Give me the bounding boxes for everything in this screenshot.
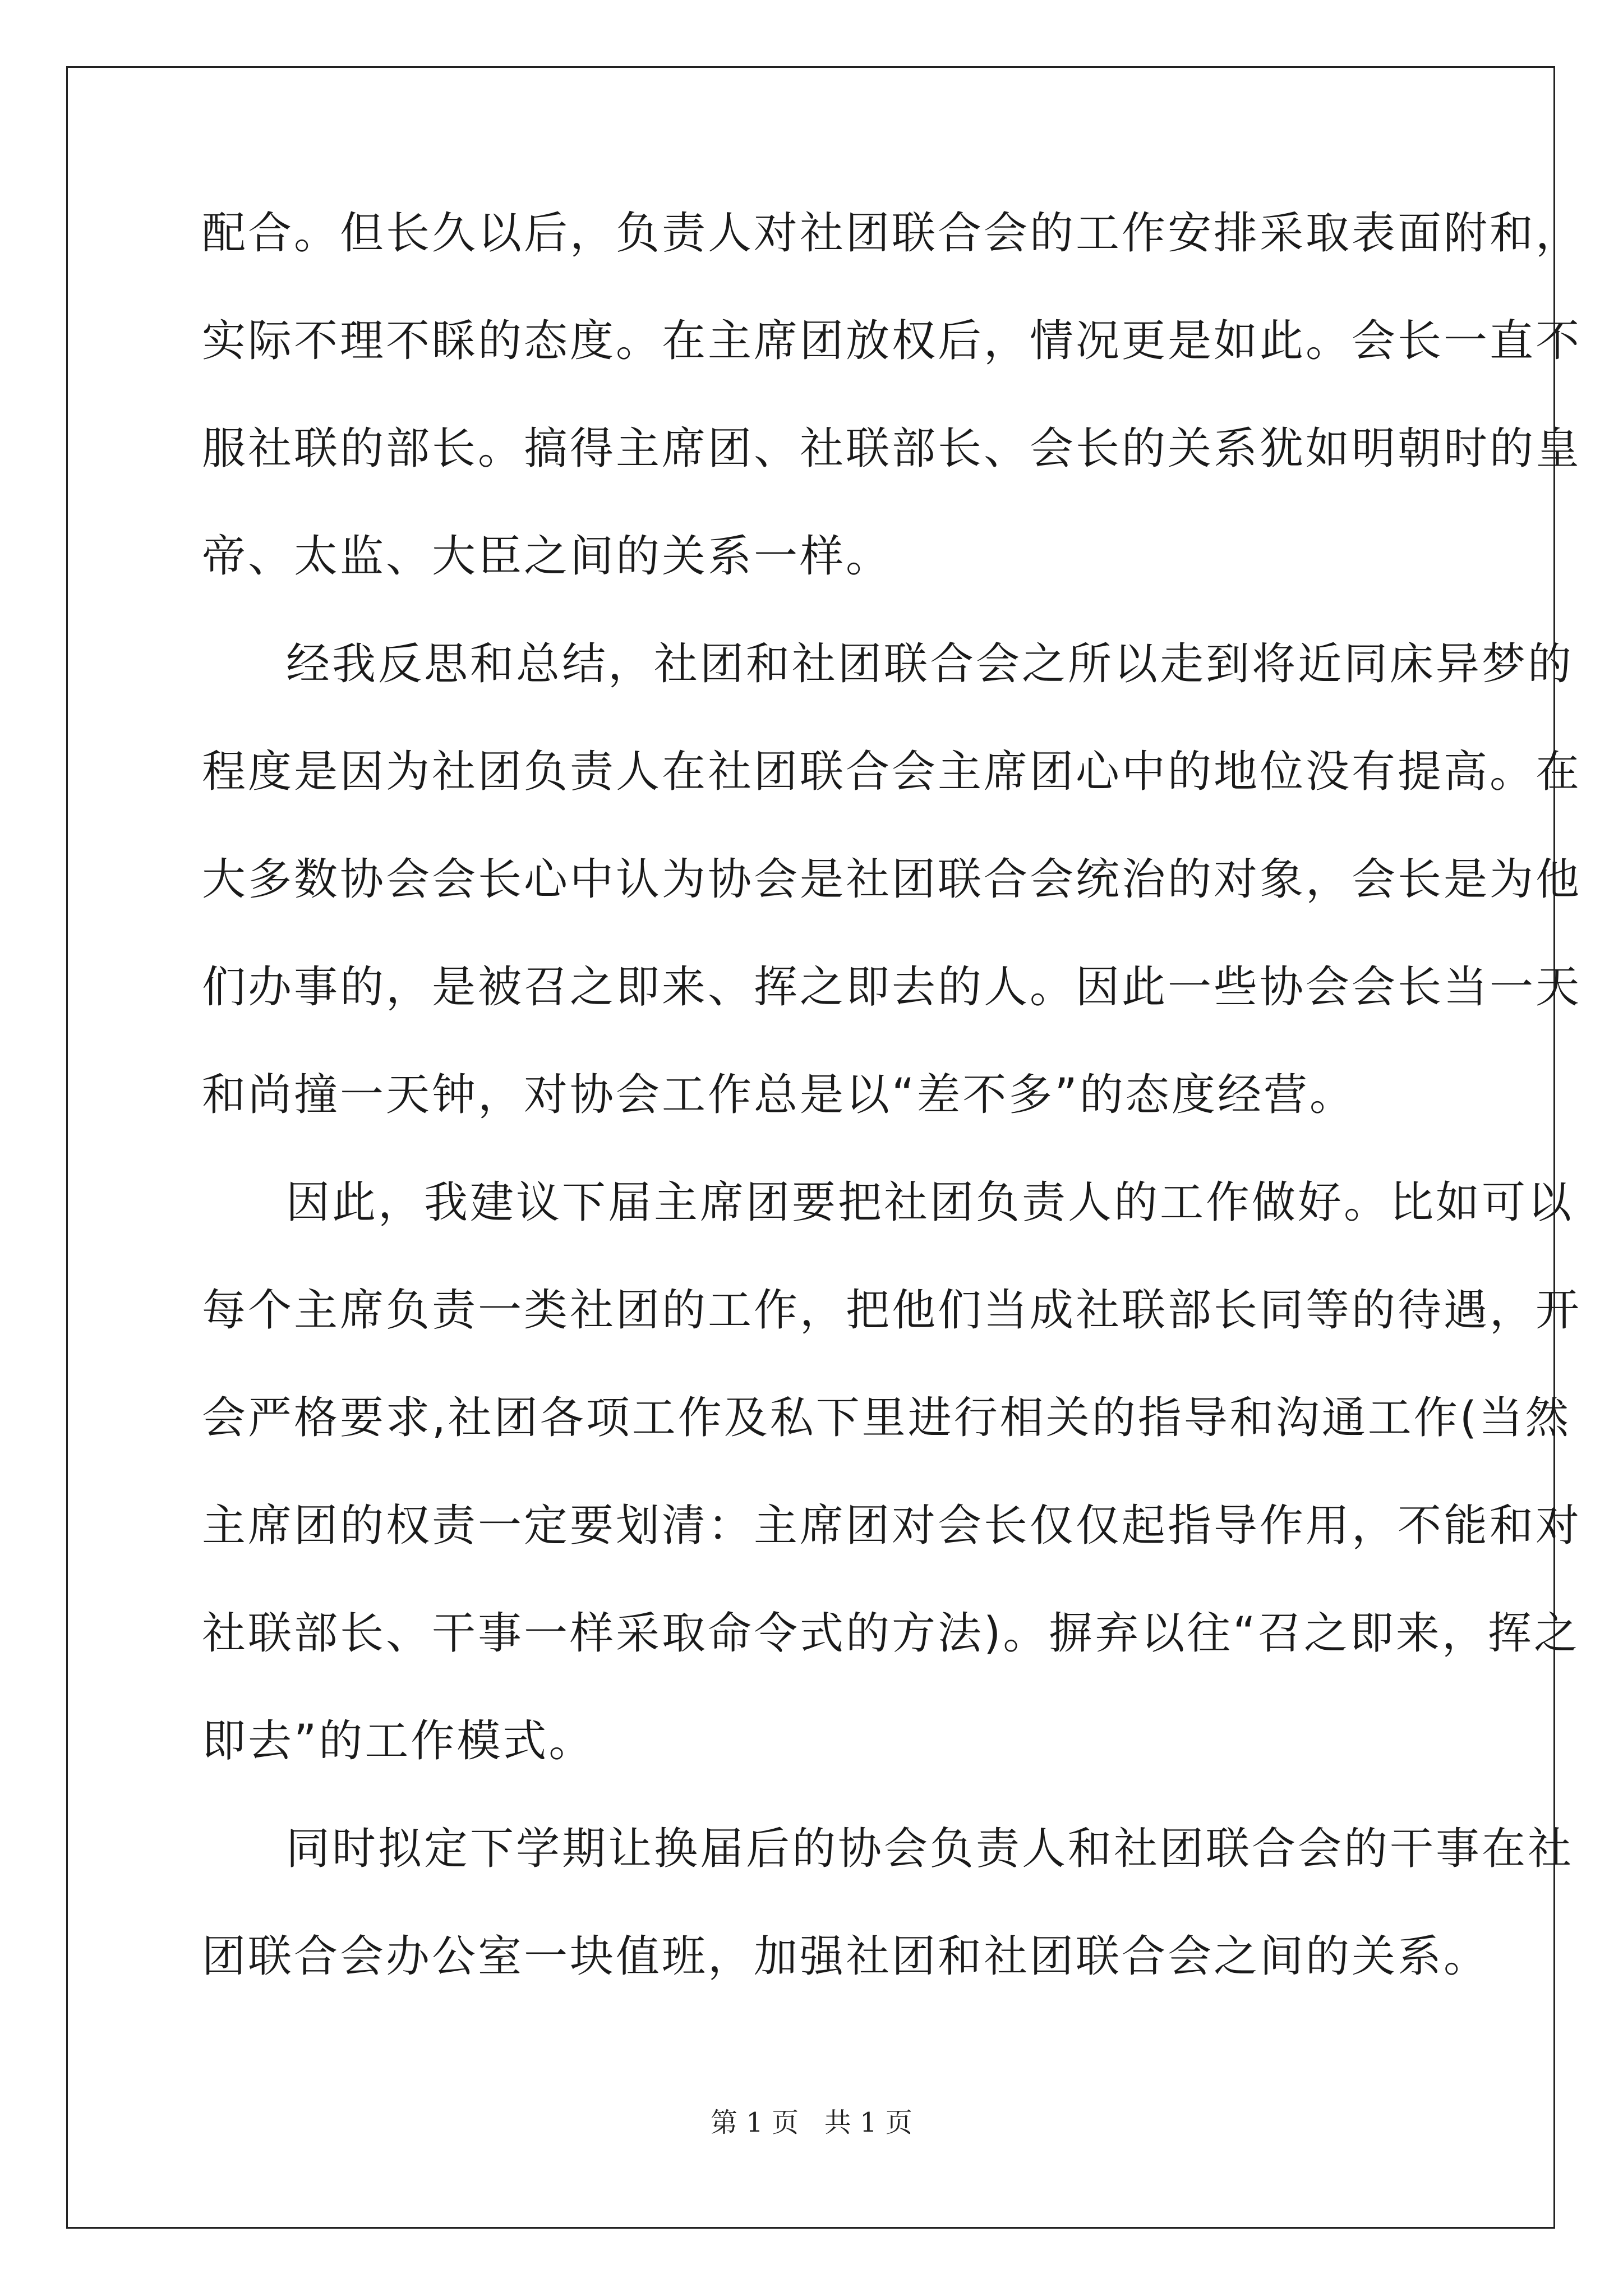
- page-footer: 第 1 页 共 1 页: [711, 2107, 912, 2138]
- text-line: 每个主席负责一类社团的工作，把他们当成社联部长同等的待遇，开: [202, 1285, 1582, 1336]
- text-line: 帝、太监、大臣之间的关系一样。: [202, 531, 892, 582]
- text-line: 实际不理不睬的态度。在主席团放权后，情况更是如此。会长一直不: [202, 316, 1582, 366]
- paragraph-start-line: 同时拟定下学期让换届后的协会负责人和社团联合会的干事在社: [286, 1824, 1574, 1874]
- text-line: 即去”的工作模式。: [202, 1716, 595, 1766]
- text-line: 们办事的，是被召之即来、挥之即去的人。因此一些协会会长当一天: [202, 962, 1582, 1013]
- text-line: 主席团的权责一定要划清：主席团对会长仅仅起指导作用，不能和对: [202, 1501, 1582, 1551]
- text-line: 服社联的部长。搞得主席团、社联部长、会长的关系犹如明朝时的皇: [202, 424, 1582, 474]
- text-line: 团联合会办公室一块值班，加强社团和社团联合会之间的关系。: [202, 1931, 1490, 1982]
- text-line: 会严格要求,社团各项工作及私下里进行相关的指导和沟通工作(当然: [202, 1393, 1571, 1443]
- text-line: 和尚撞一天钟，对协会工作总是以“差不多”的态度经营。: [202, 1070, 1355, 1120]
- paragraph-start-line: 因此，我建议下届主席团要把社团负责人的工作做好。比如可以: [286, 1177, 1574, 1228]
- paragraph-start-line: 经我反思和总结，社团和社团联合会之所以走到将近同床异梦的: [286, 639, 1574, 689]
- text-line: 程度是因为社团负责人在社团联合会主席团心中的地位没有提高。在: [202, 747, 1582, 797]
- text-line: 配合。但长久以后，负责人对社团联合会的工作安排采取表面附和，: [202, 208, 1582, 259]
- text-line: 社联部长、干事一样采取命令式的方法)。摒弃以往“召之即来，挥之: [202, 1608, 1580, 1659]
- text-line: 大多数协会会长心中认为协会是社团联合会统治的对象，会长是为他: [202, 854, 1582, 905]
- document-body: [202, 180, 1582, 2010]
